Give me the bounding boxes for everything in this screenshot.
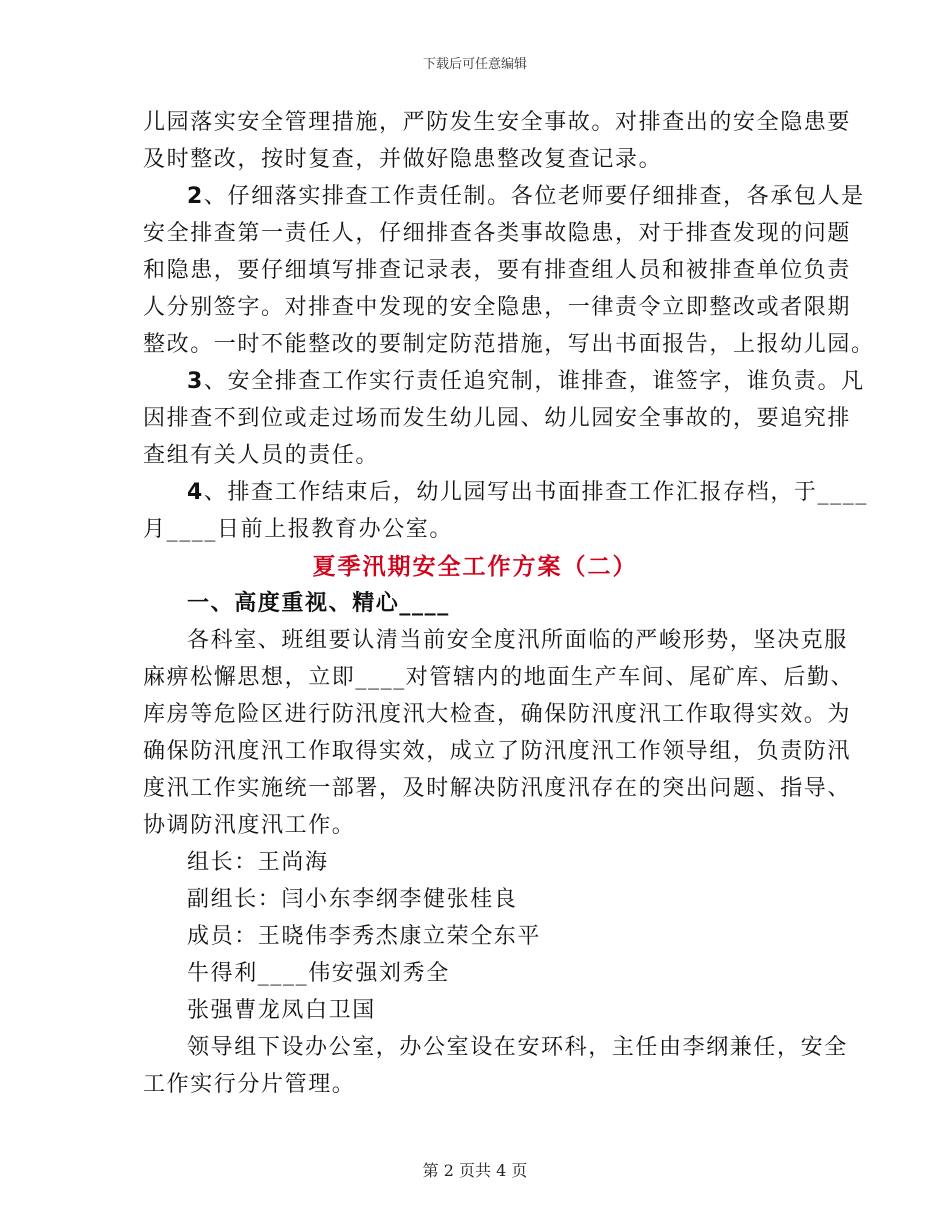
leader-line: 组长：王尚海	[187, 850, 329, 875]
list-number: 2	[187, 184, 204, 209]
paragraph-line: 人分别签字。对排查中发现的安全隐患，一律责令立即整改或者限期	[143, 295, 852, 320]
list-item-2	[143, 178, 865, 215]
document-body	[143, 104, 875, 1103]
list-text: 、安全排查工作实行责任追究制，谁排查，谁签字，谁负责。凡	[203, 369, 865, 394]
page-number: 第 2 页共 4 页	[422, 1161, 528, 1180]
list-text: 、排查工作结束后，幼儿园写出书面排查工作汇报存档，于____	[203, 480, 868, 505]
paragraph-line: 领导组下设办公室，办公室设在安环科，主任由李纲兼任，安全	[187, 1035, 848, 1060]
list-text: 、仔细落实排查工作责任制。各位老师要仔细排查，各承包人是	[203, 184, 865, 209]
paragraph-line: 度汛工作实施统一部署，及时解决防汛度汛存在的突出问题、指导、	[143, 776, 852, 801]
list-item-4	[143, 474, 868, 511]
paragraph-line: 库房等危险区进行防汛度汛大检查，确保防汛度汛工作取得实效。为	[143, 702, 852, 727]
paragraph-line: 麻痹松懈思想，立即____对管辖内的地面生产车间、尾矿库、后勤、	[143, 665, 855, 690]
paragraph-line: 和隐患，要仔细填写排查记录表，要有排查组人员和被排查单位负责	[143, 258, 852, 283]
paragraph-line: 月____日前上报教育办公室。	[143, 517, 454, 542]
paragraph-line: 查组有关人员的责任。	[143, 443, 380, 468]
paragraph-line: 协调防汛度汛工作。	[143, 813, 356, 838]
header-note: 下载后可任意编辑	[422, 57, 527, 72]
section-heading: 一、高度重视、精心____	[187, 590, 450, 616]
deputy-leader-line: 副组长：闫小东李纲李健张桂良	[187, 887, 518, 912]
paragraph-line: 各科室、班组要认清当前安全度汛所面临的严峻形势，坚决克服	[187, 628, 848, 653]
members-line: 张强曹龙凤白卫国	[187, 998, 376, 1023]
paragraph-line: 安全排查第一责任人，仔细排查各类事故隐患，对于排查发现的问题	[143, 221, 852, 246]
paragraph-line: 儿园落实安全管理措施，严防发生安全事故。对排查出的安全隐患要	[143, 110, 852, 135]
list-item-3	[143, 363, 865, 400]
paragraph-line: 工作实行分片管理。	[143, 1072, 356, 1097]
paragraph-line: 整改。一时不能整改的要制定防范措施，写出书面报告，上报幼儿园。	[143, 332, 875, 357]
paragraph-line: 确保防汛度汛工作取得实效，成立了防汛度汛工作领导组，负责防汛	[143, 739, 852, 764]
list-number: 3	[187, 369, 204, 394]
list-number: 4	[187, 480, 204, 505]
paragraph-line: 因排查不到位或走过场而发生幼儿园、幼儿园安全事故的，要追究排	[143, 406, 852, 431]
members-line: 成员：王晓伟李秀杰康立荣仝东平	[187, 924, 542, 949]
section-title: 夏季汛期安全工作方案（二）	[312, 553, 638, 580]
paragraph-line: 及时整改，按时复查，并做好隐患整改复查记录。	[143, 147, 663, 172]
members-line: 牛得利____伟安强刘秀全	[187, 961, 450, 986]
